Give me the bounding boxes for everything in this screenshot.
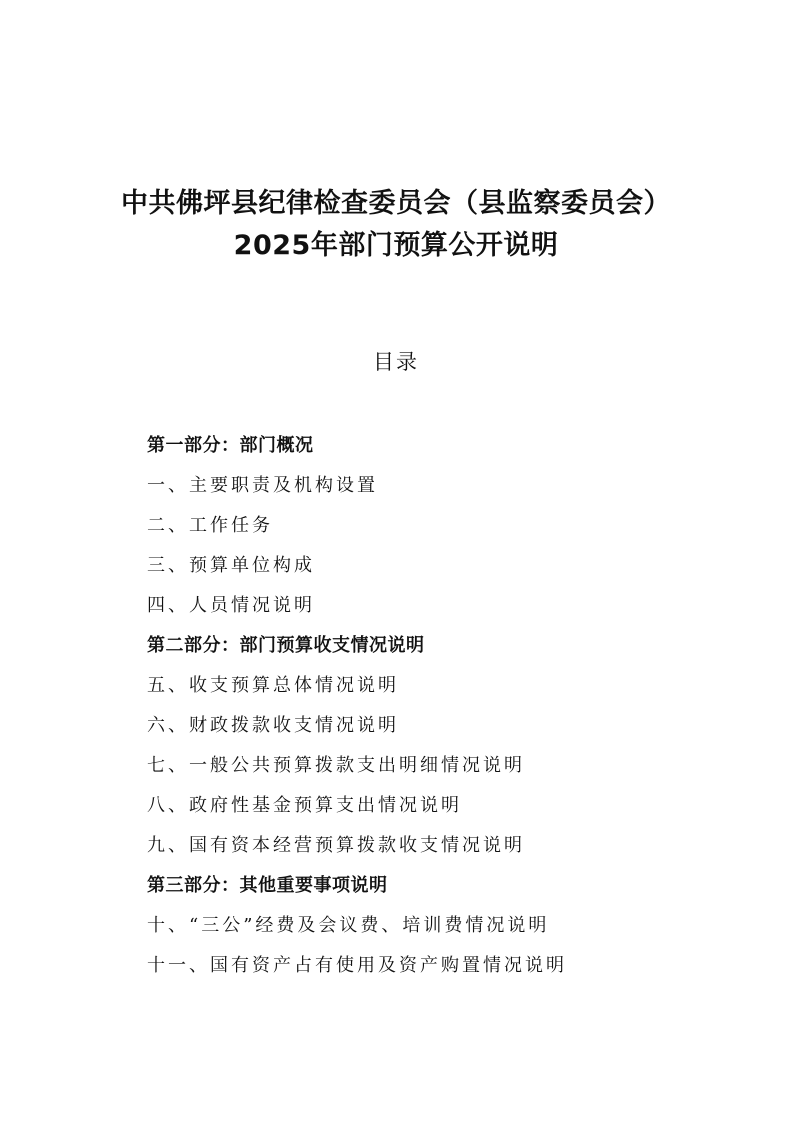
toc-item-3: 三、预算单位构成 [147,555,315,576]
toc-item-6: 六、财政拨款收支情况说明 [147,715,399,736]
toc-item-9: 九、国有资本经营预算拨款收支情况说明 [147,835,525,856]
toc-item-5: 五、收支预算总体情况说明 [147,675,399,696]
toc-heading: 目录 [373,350,419,374]
toc-item-10: 十、“三公”经费及会议费、培训费情况说明 [147,915,550,936]
table-of-contents [147,426,747,986]
toc-item-2: 二、工作任务 [147,515,273,536]
document-title-line-1: 中共佛坪县纪律检查委员会（县监察委员会） [121,188,671,219]
document-title [0,183,792,267]
document-title-line-2: 2025年部门预算公开说明 [233,230,559,261]
toc-part-2: 第二部分：部门预算收支情况说明 [147,635,425,656]
toc-item-7: 七、一般公共预算拨款支出明细情况说明 [147,755,525,776]
toc-item-8: 八、政府性基金预算支出情况说明 [147,795,462,816]
toc-item-4: 四、人员情况说明 [147,595,315,616]
toc-part-1: 第一部分：部门概况 [147,435,314,456]
toc-part-3: 第三部分：其他重要事项说明 [147,875,388,896]
toc-item-11: 十一、国有资产占有使用及资产购置情况说明 [147,955,567,976]
toc-item-1: 一、主要职责及机构设置 [147,475,378,496]
